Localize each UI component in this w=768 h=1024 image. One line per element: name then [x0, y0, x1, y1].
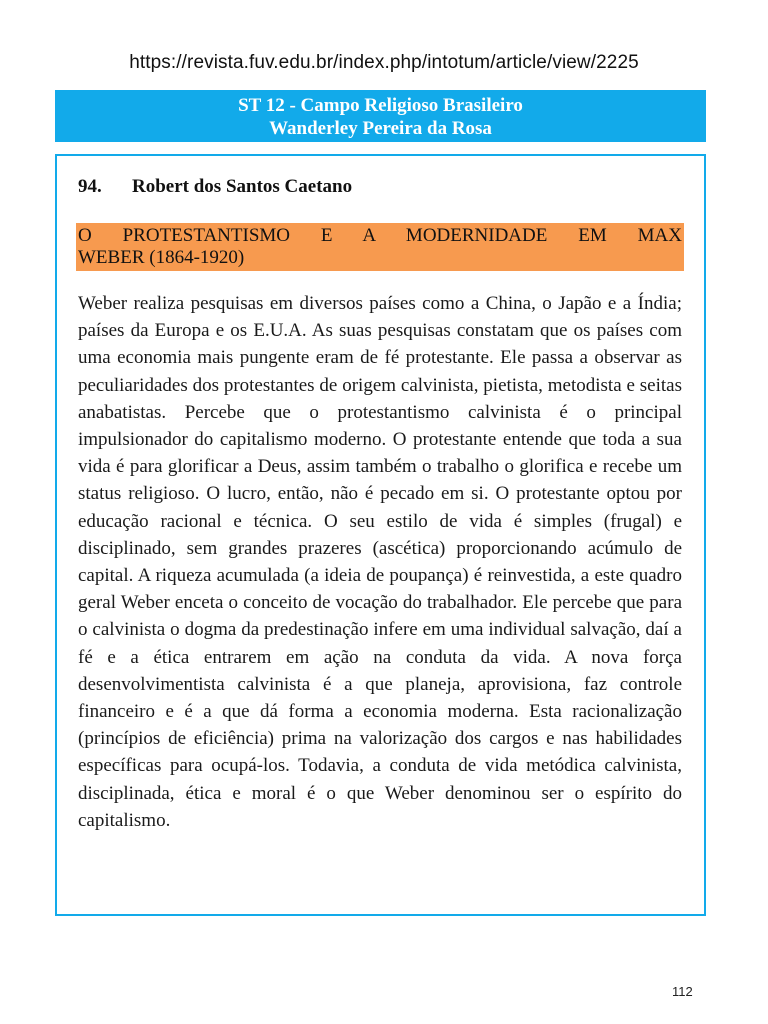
- entry-number: 94.: [78, 176, 102, 197]
- entry-title-band: [76, 223, 684, 271]
- section-title: ST 12 - Campo Religioso Brasileiro: [238, 95, 523, 116]
- page-number: 112: [672, 984, 693, 999]
- entry-author: Robert dos Santos Caetano: [132, 176, 353, 197]
- entry-title-line2: WEBER (1864-1920): [78, 247, 245, 268]
- source-url: https://revista.fuv.edu.br/index.php/intotum/article/view/2225: [129, 52, 639, 73]
- section-header-band: [55, 90, 706, 142]
- entry-title-line1: O PROTESTANTISMO E A MODERNIDADE EM MAX: [78, 225, 682, 246]
- entry-heading: [78, 176, 352, 198]
- section-coordinator: Wanderley Pereira da Rosa: [269, 118, 492, 139]
- entry-body-text: Weber realiza pesquisas em diversos países como a China, o Japão e a Índia; países da Europa e os E.U.A. As suas pesquisas constatam que os países com uma economia mais pungente eram de fé protestante. Ele passa a observar as peculiaridades dos protestantes de origem calvinista, pietista, metodista e seitas anabatistas. Percebe que o protestantismo calvinista é o principal impulsionador do capitalismo moderno. O protestante entende que toda a sua vida é para glorificar a Deus, assim também o trabalho o glorifica e recebe um status religioso. O lucro, então, não é pecado em si. O protestante optou por educação racional e técnica. O seu estilo de vida é simples (frugal) e disciplinado, sem grandes prazeres (ascética) proporcionando acúmulo de capital. A riqueza acumulada (a ideia de poupança) é reinvestida, a este quadro geral Weber enceta o conceito de vocação do trabalhador. Ele percebe que para o calvinista o dogma da predestinação infere em uma individual salvação, daí a fé e a ética entrarem em ação na conduta da vida. A nova força desenvolvimentista calvinista é a que planeja, aprovisiona, faz controle financeiro e é a que dá forma a economia moderna. Esta racionalização (princípios de eficiência) prima na valorização dos cargos e nas habilidades específicas para ocupá-los. Todavia, a conduta de vida metódica calvinista, disciplinada, ética e moral é o que Weber denominou ser o espírito do capitalismo.: [78, 293, 682, 831]
